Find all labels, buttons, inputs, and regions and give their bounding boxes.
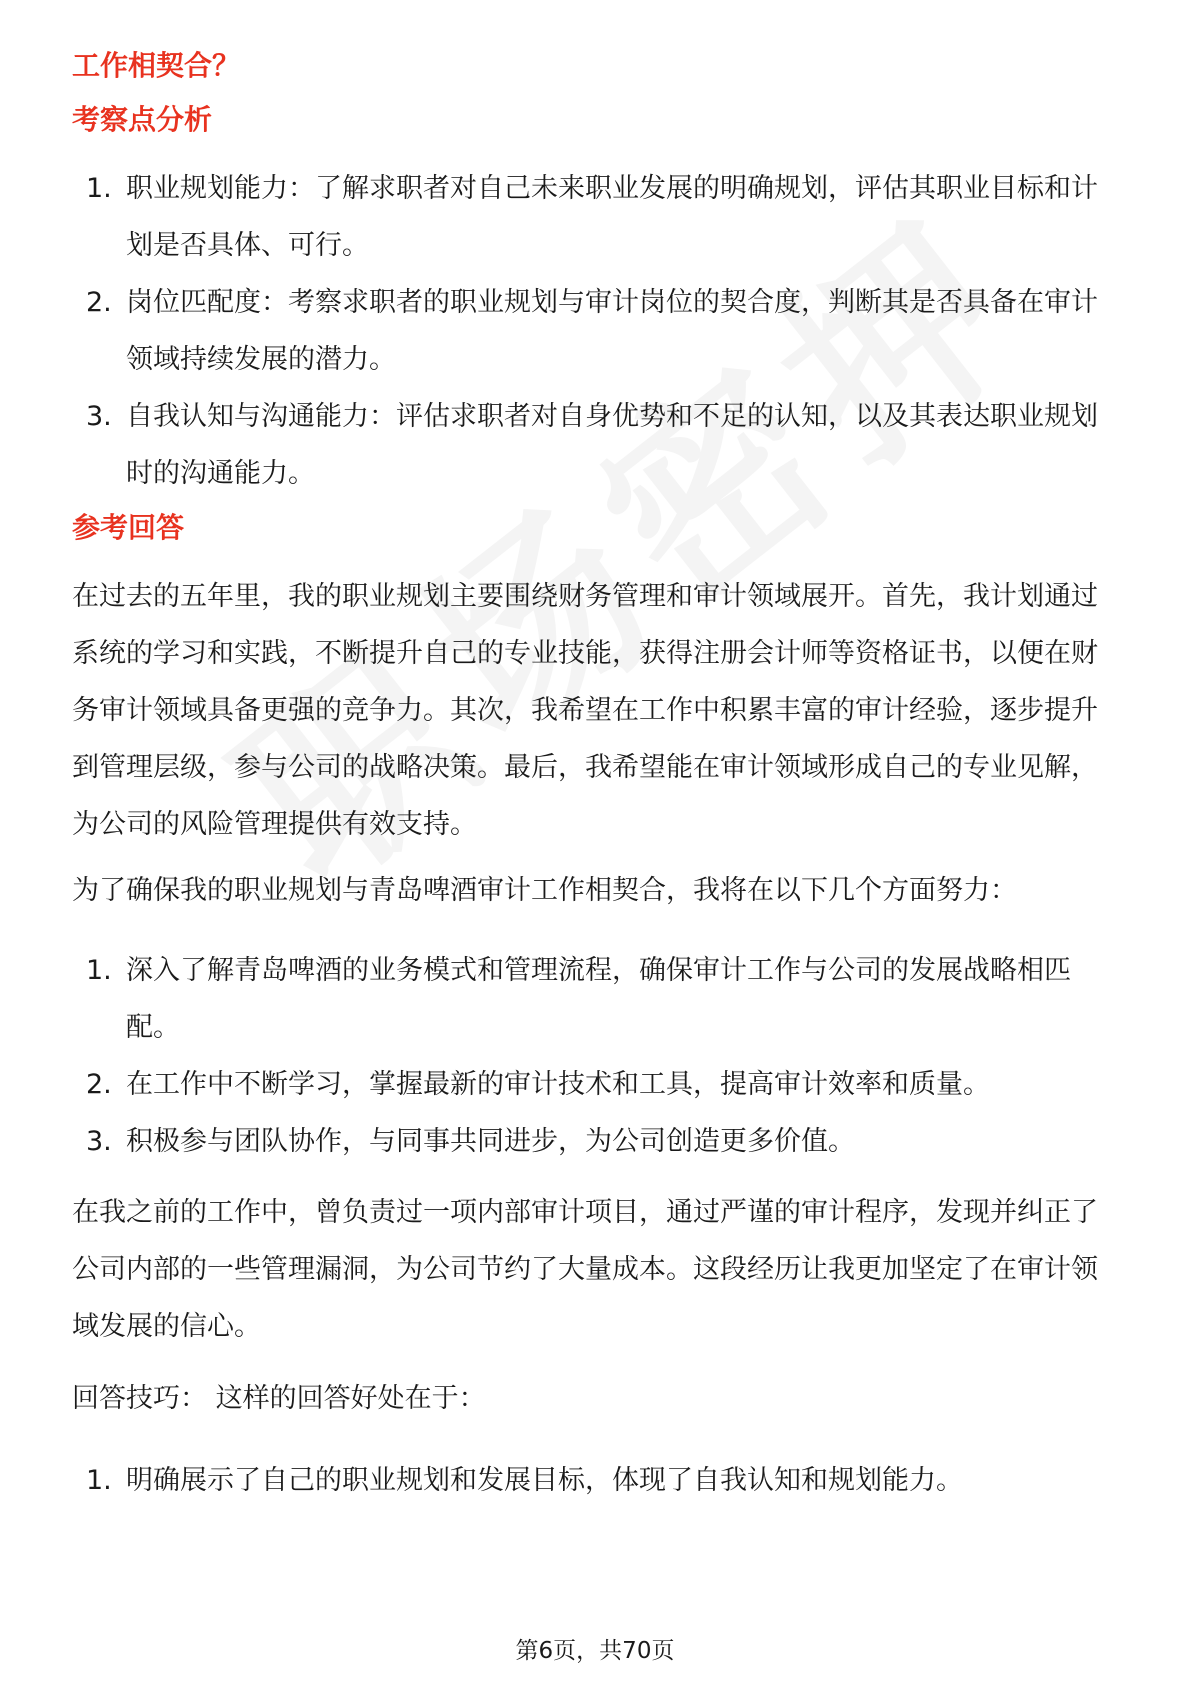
effort-list <box>72 942 1112 1170</box>
list-item <box>72 388 1112 502</box>
list-item <box>72 1056 1112 1113</box>
analysis-list <box>72 160 1112 502</box>
list-item-number: 3. <box>86 401 112 432</box>
list-item-number: 2. <box>86 1069 112 1100</box>
list-item-text: 深入了解青岛啤酒的业务模式和管理流程，确保审计工作与公司的发展战略相匹配。 <box>126 955 1071 1043</box>
analysis-heading: 考察点分析 <box>72 103 213 136</box>
list-item <box>72 274 1112 388</box>
list-item-text: 积极参与团队协作，与同事共同进步，为公司创造更多价值。 <box>126 1126 855 1157</box>
list-item <box>72 160 1112 274</box>
reference-paragraph: 在过去的五年里，我的职业规划主要围绕财务管理和审计领域展开。首先，我计划通过系统的学习和实践，不断提升自己的专业技能，获得注册会计师等资格证书，以便在财务审计领域具备更强的竞争力。其次，我希望在工作中积累丰富的审计经验，逐步提升到管理层级，参与公司的战略决策。最后，我希望能在审计领域形成自己的专业见解，为公司的风险管理提供有效支持。 <box>72 581 1098 840</box>
list-item-text: 职业规划能力：了解求职者对自己未来职业发展的明确规划，评估其职业目标和计划是否具体、可行。 <box>126 173 1098 261</box>
tips-list <box>72 1452 1112 1509</box>
list-item-number: 2. <box>86 287 112 318</box>
list-item <box>72 1113 1112 1170</box>
list-item <box>72 942 1112 1056</box>
page-footer: 第6页，共70页 <box>515 1638 675 1664</box>
list-item-text: 明确展示了自己的职业规划和发展目标，体现了自我认知和规划能力。 <box>126 1465 963 1496</box>
reference-paragraph: 在我之前的工作中，曾负责过一项内部审计项目，通过严谨的审计程序，发现并纠正了公司内部的一些管理漏洞，为公司节约了大量成本。这段经历让我更加坚定了在审计领域发展的信心。 <box>72 1197 1098 1342</box>
reference-heading: 参考回答 <box>72 511 185 544</box>
list-item-number: 3. <box>86 1126 112 1157</box>
list-item <box>72 1452 1112 1509</box>
list-item-text: 自我认知与沟通能力：评估求职者对自身优势和不足的认知，以及其表达职业规划时的沟通能力。 <box>126 401 1098 489</box>
list-item-text: 在工作中不断学习，掌握最新的审计技术和工具，提高审计效率和质量。 <box>126 1069 990 1100</box>
list-item-number: 1. <box>86 173 112 204</box>
section-title-continuation: 工作相契合？ <box>72 49 241 82</box>
list-item-number: 1. <box>86 955 112 986</box>
reference-paragraph: 为了确保我的职业规划与青岛啤酒审计工作相契合，我将在以下几个方面努力： <box>72 875 1017 906</box>
tips-line: 回答技巧： 这样的回答好处在于： <box>72 1383 486 1414</box>
list-item-text: 岗位匹配度：考察求职者的职业规划与审计岗位的契合度，判断其是否具备在审计领域持续发展的潜力。 <box>126 287 1098 375</box>
list-item-number: 1. <box>86 1465 112 1496</box>
